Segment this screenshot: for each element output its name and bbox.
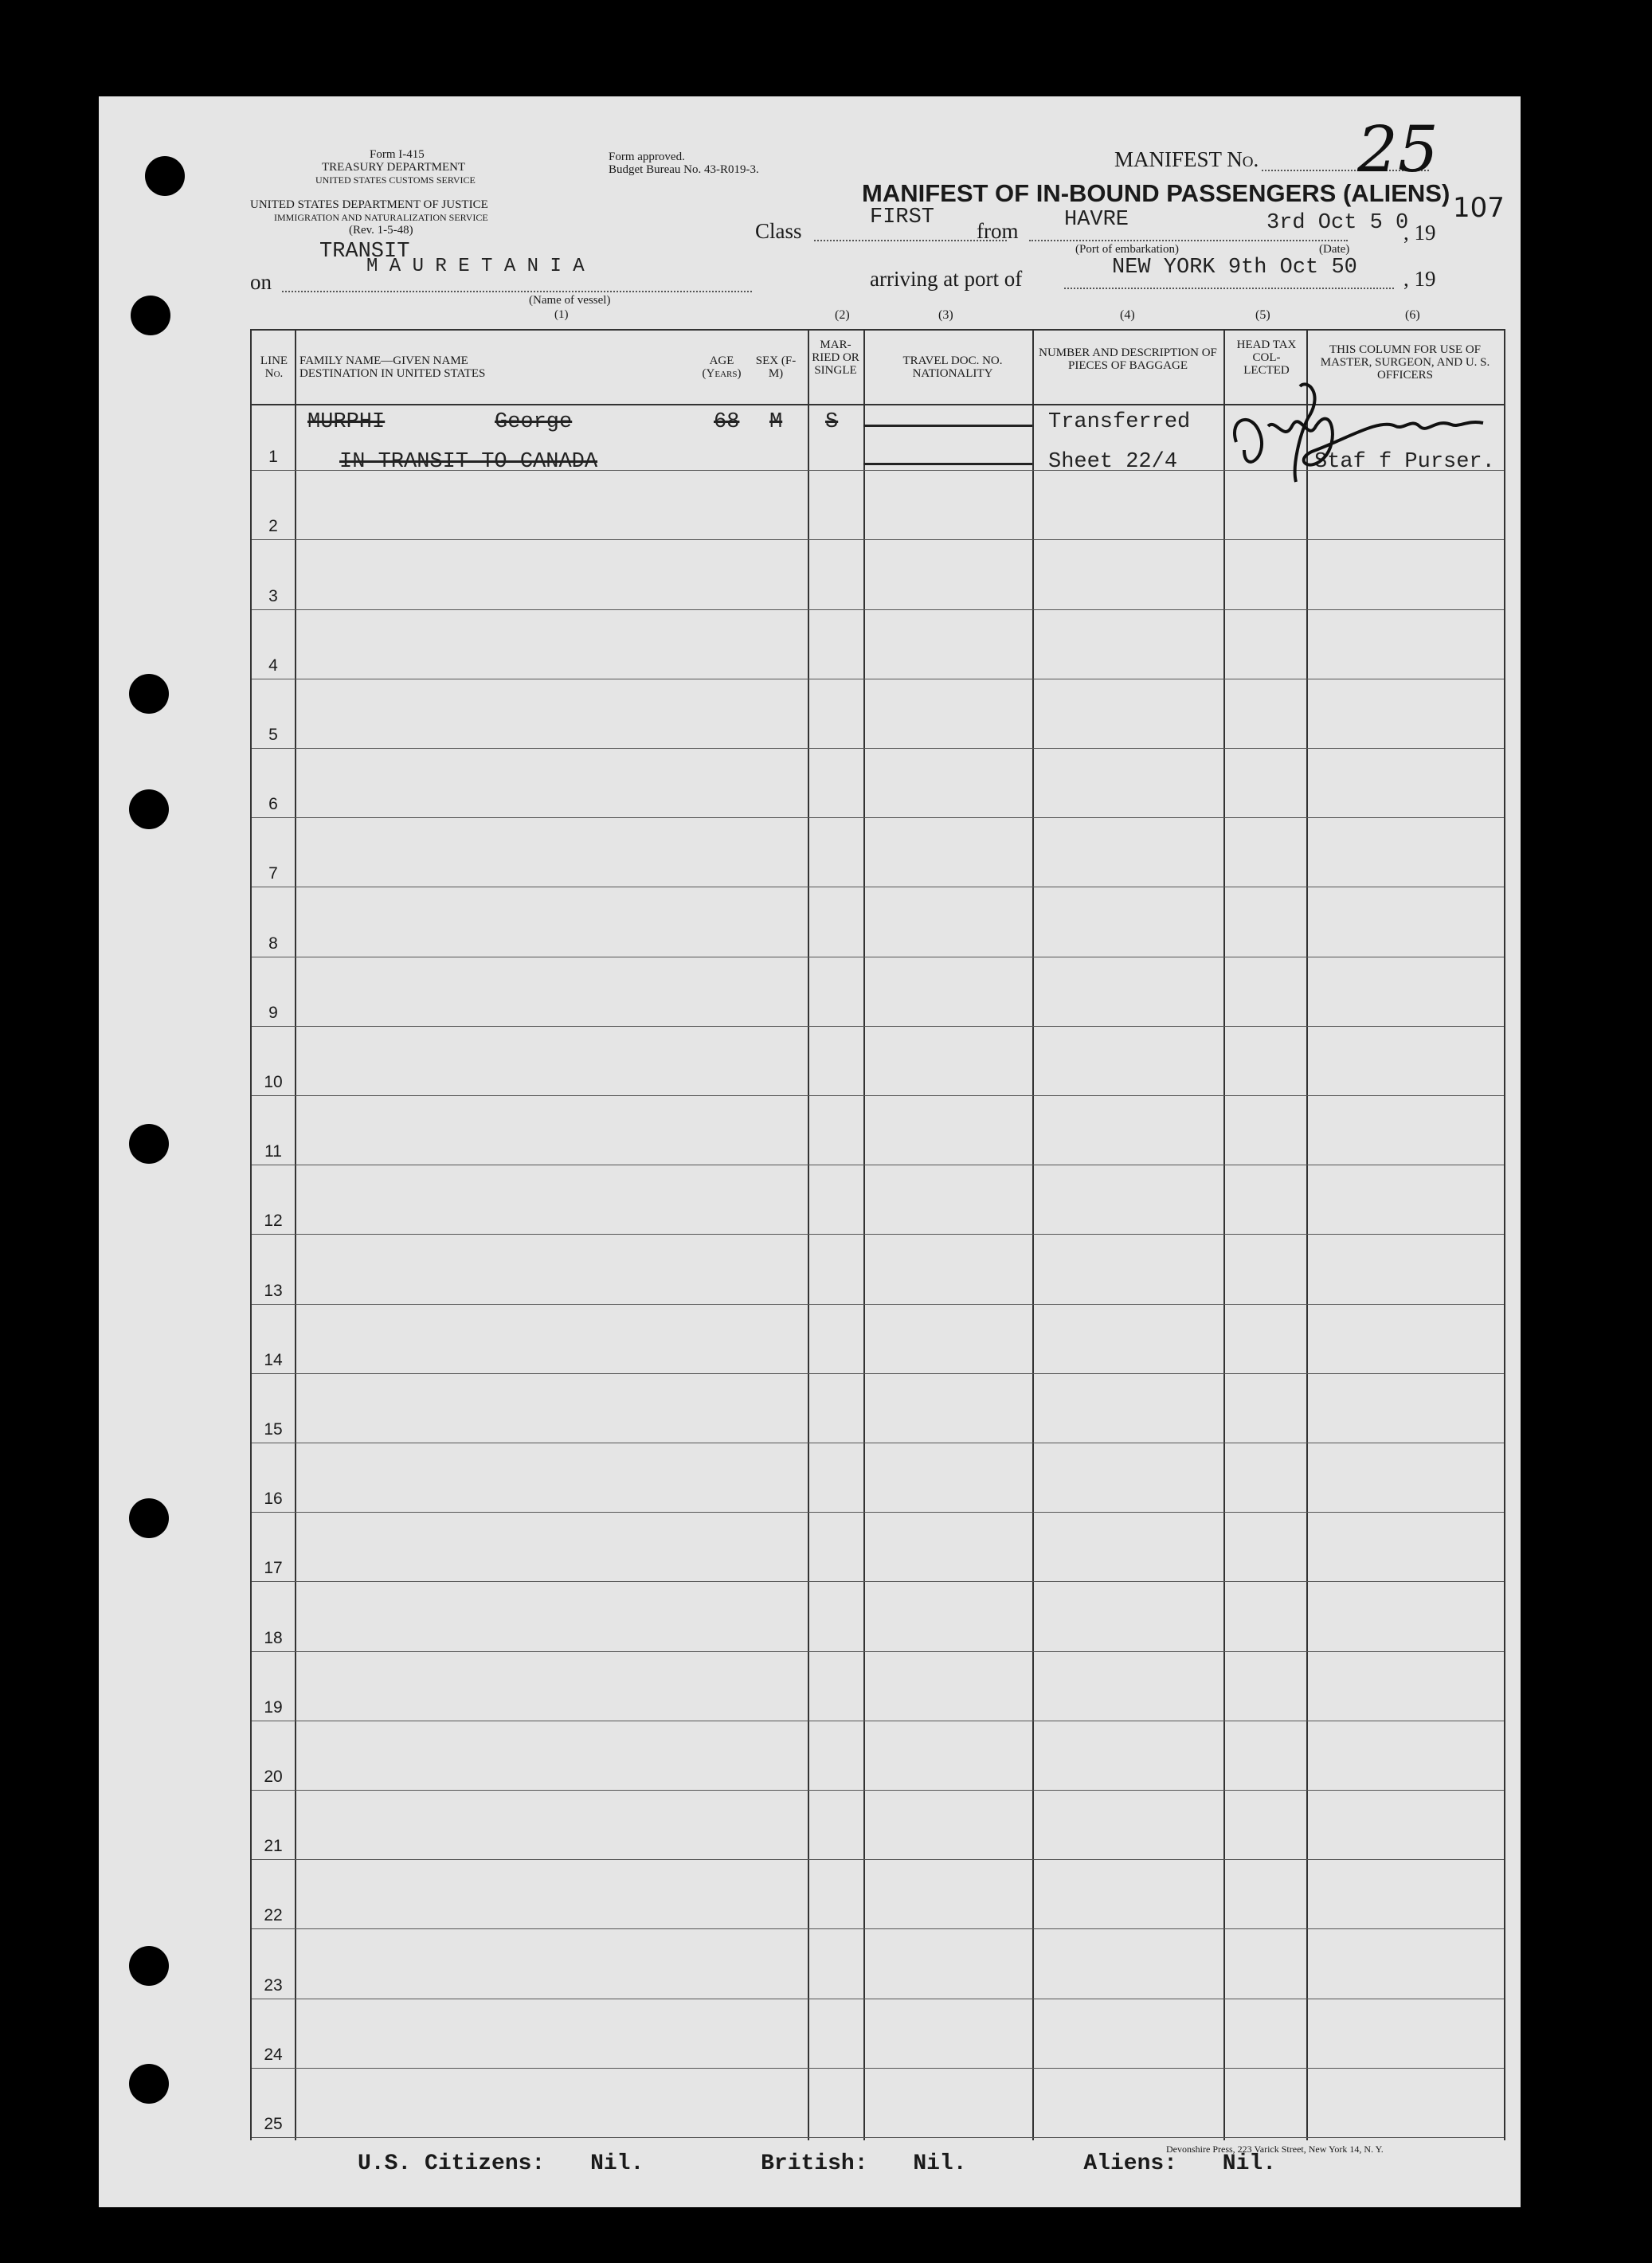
line-number: 4 <box>268 656 278 675</box>
vessel-line <box>282 291 752 292</box>
col-divider <box>1223 331 1225 2140</box>
col-divider <box>808 331 809 2140</box>
entry-strike-line <box>863 463 1032 465</box>
entry-strike-line <box>863 425 1032 427</box>
entry-sex: M <box>769 410 783 434</box>
ins-service: IMMIGRATION AND NATURALIZATION SERVICE <box>274 212 488 223</box>
line-number: 19 <box>264 1697 283 1717</box>
punch-hole <box>129 674 169 714</box>
budget-bureau: Budget Bureau No. 43-R019-3. <box>609 163 759 176</box>
page-number: 107 <box>1453 192 1505 224</box>
revision: (Rev. 1-5-48) <box>349 224 413 237</box>
line-number: 10 <box>264 1073 283 1091</box>
line-number: 2 <box>268 517 278 536</box>
table-row-line <box>252 1095 1504 1096</box>
british-value: Nil. <box>913 2151 967 2176</box>
manifest-no-label: MANIFEST No. <box>1114 147 1259 171</box>
line-number: 7 <box>268 864 278 883</box>
table-row-line <box>252 2137 1504 2138</box>
port-embark-line <box>1029 240 1348 241</box>
line-number: 9 <box>268 1003 278 1022</box>
line-number: 3 <box>268 586 278 605</box>
transit-label: TRANSIT <box>319 240 410 264</box>
line-number: 13 <box>264 1281 283 1300</box>
aliens-label: Aliens: <box>1083 2151 1177 2176</box>
table-row-line <box>252 1304 1504 1305</box>
colnum-4: (4) <box>1120 308 1135 322</box>
vessel-caption: (Name of vessel) <box>529 294 611 307</box>
line-number: 22 <box>264 1906 283 1925</box>
line-number: 16 <box>264 1490 283 1509</box>
punch-hole <box>129 2064 169 2104</box>
colnum-2: (2) <box>835 308 850 322</box>
header-family-name: FAMILY NAME—GIVEN NAME DESTINATION IN UNITED STATES <box>299 354 486 380</box>
col-divider <box>295 331 296 2140</box>
colnum-6: (6) <box>1405 308 1420 322</box>
line-number: 8 <box>268 934 278 953</box>
line-number: 21 <box>264 1837 283 1856</box>
date-value: 3rd Oct 5 0 <box>1266 211 1409 235</box>
line-number: 15 <box>264 1420 283 1439</box>
col-divider <box>1306 331 1308 2140</box>
table-row-line <box>252 748 1504 749</box>
line-number: 12 <box>264 1212 283 1231</box>
punch-hole <box>129 789 169 829</box>
line-number: 25 <box>264 2115 283 2133</box>
printer-imprint: Devonshire Press, 223 Varick Street, New York 14, N. Y. <box>1166 2144 1384 2155</box>
table-row-line <box>252 1928 1504 1929</box>
entry-baggage-2: Sheet 22/4 <box>1048 450 1178 474</box>
vessel-colnum: (1) <box>554 308 569 321</box>
manifest-title: MANIFEST OF IN-BOUND PASSENGERS (ALIENS) <box>862 179 1450 207</box>
header-travel-doc: TRAVEL DOC. NO. NATIONALITY <box>902 354 1003 380</box>
from-label: from <box>977 219 1019 243</box>
colnum-3: (3) <box>938 308 953 322</box>
vessel-name: M A U R E T A N I A <box>366 256 585 277</box>
manifest-page <box>99 96 1521 2207</box>
entry-baggage-1: Transferred <box>1048 410 1191 434</box>
port-embark-value: HAVRE <box>1064 208 1129 232</box>
line-number: 18 <box>264 1628 283 1647</box>
table-row-line <box>252 1373 1504 1374</box>
entry-marital: S <box>825 410 839 434</box>
us-citizens-label: U.S. Citizens: <box>358 2151 546 2176</box>
table-row-line <box>252 1859 1504 1860</box>
header-officers: THIS COLUMN FOR USE OF MASTER, SURGEON, AND U. S. OFFICERS <box>1320 343 1490 382</box>
line-number: 5 <box>268 726 278 744</box>
entry-name: MURPHI <box>307 410 386 434</box>
line-number: 14 <box>264 1350 283 1369</box>
on-label: on <box>250 270 272 294</box>
punch-hole <box>129 1498 169 1538</box>
entry-officer-note: Staf f Purser. <box>1314 450 1495 474</box>
line-number: 1 <box>268 448 278 467</box>
class-value: FIRST <box>870 206 935 229</box>
aliens-value: Nil. <box>1222 2151 1277 2176</box>
class-label: Class <box>755 219 802 243</box>
manifest-table <box>250 329 1505 2140</box>
header-head-tax: HEAD TAX COL- LECTED <box>1236 339 1297 377</box>
year-suffix: , 19 <box>1403 221 1436 245</box>
table-row-line <box>252 1651 1504 1652</box>
form-number: Form I-415 <box>370 148 425 161</box>
table-row-line <box>252 1581 1504 1582</box>
table-row-line <box>252 609 1504 610</box>
footer-summary <box>358 2151 1276 2176</box>
line-number: 6 <box>268 795 278 814</box>
table-row-line <box>252 2068 1504 2069</box>
entry-given: George <box>495 410 573 434</box>
col-divider <box>863 331 865 2140</box>
entry-age: 68 <box>714 410 740 434</box>
header-line-no: LINE No. <box>260 354 288 380</box>
us-citizens-value: Nil. <box>590 2151 644 2176</box>
customs-service: UNITED STATES CUSTOMS SERVICE <box>315 174 476 186</box>
year-suffix-2: , 19 <box>1403 267 1436 291</box>
officer-signature <box>1220 370 1507 490</box>
punch-hole <box>129 1946 169 1986</box>
header-age: AGE (Years) <box>702 354 742 380</box>
punch-hole <box>145 156 185 196</box>
line-number: 17 <box>264 1559 283 1578</box>
line-number: 11 <box>264 1142 282 1161</box>
table-row-line <box>252 1512 1504 1513</box>
punch-hole <box>129 1124 169 1164</box>
table-row-line <box>252 1790 1504 1791</box>
colnum-5: (5) <box>1255 308 1270 322</box>
header-married: MAR- RIED OR SINGLE <box>812 339 859 377</box>
header-sex: SEX (F-M) <box>755 354 797 380</box>
table-row-line <box>252 539 1504 540</box>
date-caption: (Date) <box>1319 243 1350 256</box>
manifest-no-value: 25 <box>1357 112 1439 186</box>
line-number: 23 <box>264 1975 283 1995</box>
table-row-line <box>252 1026 1504 1027</box>
british-label: British: <box>761 2151 868 2176</box>
line-number: 24 <box>264 2045 283 2064</box>
entry-destination: IN TRANSIT TO CANADA <box>339 450 598 474</box>
port-embark-caption: (Port of embarkation) <box>1075 243 1179 256</box>
arrival-port: NEW YORK 9th Oct 50 <box>1112 256 1357 280</box>
header-baggage: NUMBER AND DESCRIPTION OF PIECES OF BAGGAGE <box>1039 346 1217 372</box>
treasury-dept: TREASURY DEPARTMENT <box>322 161 466 174</box>
col-divider <box>1032 331 1034 2140</box>
form-approved: Form approved. <box>609 151 685 163</box>
justice-dept: UNITED STATES DEPARTMENT OF JUSTICE <box>250 198 488 211</box>
punch-hole <box>131 296 170 335</box>
table-row-line <box>252 1234 1504 1235</box>
arrival-line <box>1064 288 1394 289</box>
line-number: 20 <box>264 1768 283 1786</box>
table-row-line <box>252 817 1504 818</box>
arriving-label: arriving at port of <box>870 267 1023 291</box>
